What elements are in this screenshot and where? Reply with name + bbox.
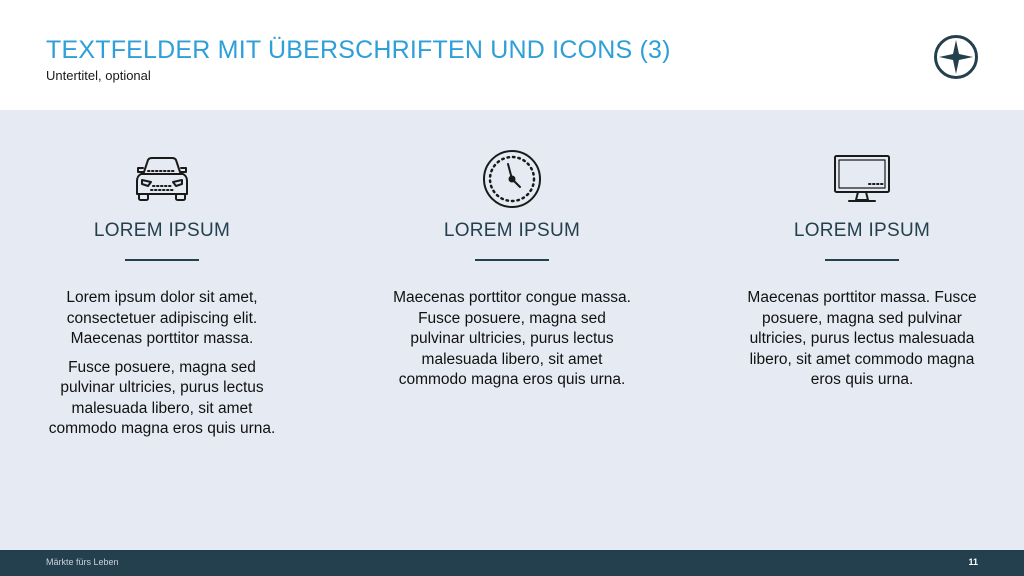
slide-title: TEXTFELDER MIT ÜBERSCHRIFTEN UND ICONS (3) [46, 36, 671, 64]
column-heading: LOREM IPSUM [793, 220, 931, 241]
compass-star-icon [933, 34, 979, 80]
body-paragraph: Fusce posuere, magna sed pulvinar ultricies, purus lectus malesuada libero, sit amet commodo magna eros quis urna. [48, 358, 276, 437]
content-area [0, 110, 1024, 550]
heading-divider [825, 259, 899, 261]
column-heading: LOREM IPSUM [443, 220, 581, 241]
text-column-2 [392, 110, 632, 550]
slide-footer [0, 550, 1024, 576]
slide-header [0, 0, 1024, 110]
body-paragraph: Lorem ipsum dolor sit amet, consectetuer adipiscing elit. Maecenas porttitor massa. [66, 289, 258, 347]
slide-subtitle: Untertitel, optional [46, 68, 151, 83]
column-body [42, 288, 282, 440]
monitor-icon [829, 146, 895, 212]
car-icon [129, 146, 195, 212]
column-body [392, 288, 632, 391]
heading-divider [125, 259, 199, 261]
clock-icon [479, 146, 545, 212]
footer-tagline: Märkte fürs Leben [46, 557, 119, 567]
page-number: 11 [968, 557, 978, 567]
column-heading: LOREM IPSUM [93, 220, 231, 241]
body-paragraph: Maecenas porttitor congue massa. Fusce posuere, magna sed pulvinar ultricies, purus lectus malesuada libero, sit amet commodo magna eros quis urna. [393, 289, 631, 388]
text-column-3 [742, 110, 982, 550]
text-column-1 [42, 110, 282, 550]
column-body [742, 288, 982, 391]
heading-divider [475, 259, 549, 261]
body-paragraph: Maecenas porttitor massa. Fusce posuere, magna sed pulvinar ultricies, purus lectus malesuada libero, sit amet commodo magna eros quis urna. [747, 289, 977, 388]
